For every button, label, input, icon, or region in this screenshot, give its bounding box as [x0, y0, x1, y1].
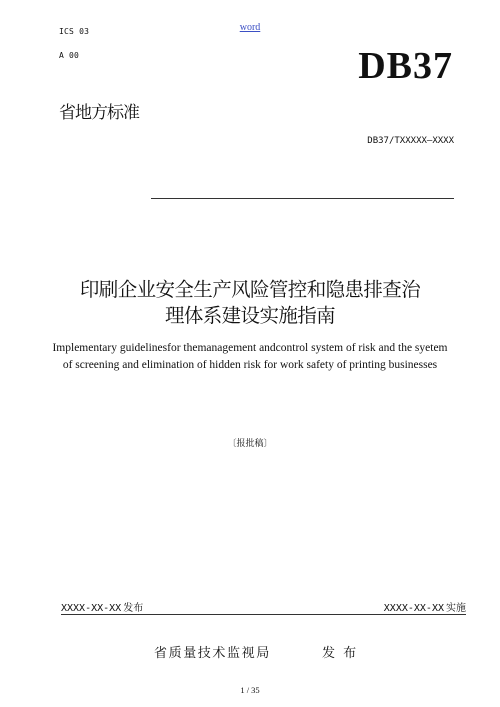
issue-date-value: XXXX-XX-XX [61, 603, 122, 614]
standard-type: 省地方标准 [59, 103, 139, 123]
page-number: 1 / 35 [240, 685, 260, 695]
chinese-title-line-1: 印刷企业安全生产风险管控和隐患排查治 [79, 278, 421, 301]
implement-label: 实施 [446, 603, 466, 614]
chinese-title-line-2: 理体系建设实施指南 [164, 304, 336, 327]
issue-label: 发布 [123, 603, 144, 614]
db37-logo: DB37 [358, 45, 453, 87]
bottom-divider [61, 614, 466, 615]
english-title-line-2: of screening and elimination of hidden risk for work safety of printing businesses [62, 359, 438, 371]
implement-date [384, 599, 466, 614]
publisher-name: 省质量技术监视局 [154, 646, 271, 661]
issue-date [61, 599, 143, 614]
implement-date-value: XXXX-XX-XX [383, 603, 444, 614]
ccs-code: A 00 [59, 51, 80, 60]
draft-note: 〔报批稿〕 [227, 439, 273, 449]
ics-code: ICS 03 [59, 27, 90, 36]
top-divider [151, 198, 454, 199]
header-word-link[interactable]: word [239, 22, 261, 33]
english-title-line-1: Implementary guidelinesfor themanagement andcontrol system of risk and the syetem [52, 342, 448, 354]
publish-label: 发 布 [322, 646, 359, 661]
standard-code: DB37/TXXXXX—XXXX [367, 136, 454, 146]
